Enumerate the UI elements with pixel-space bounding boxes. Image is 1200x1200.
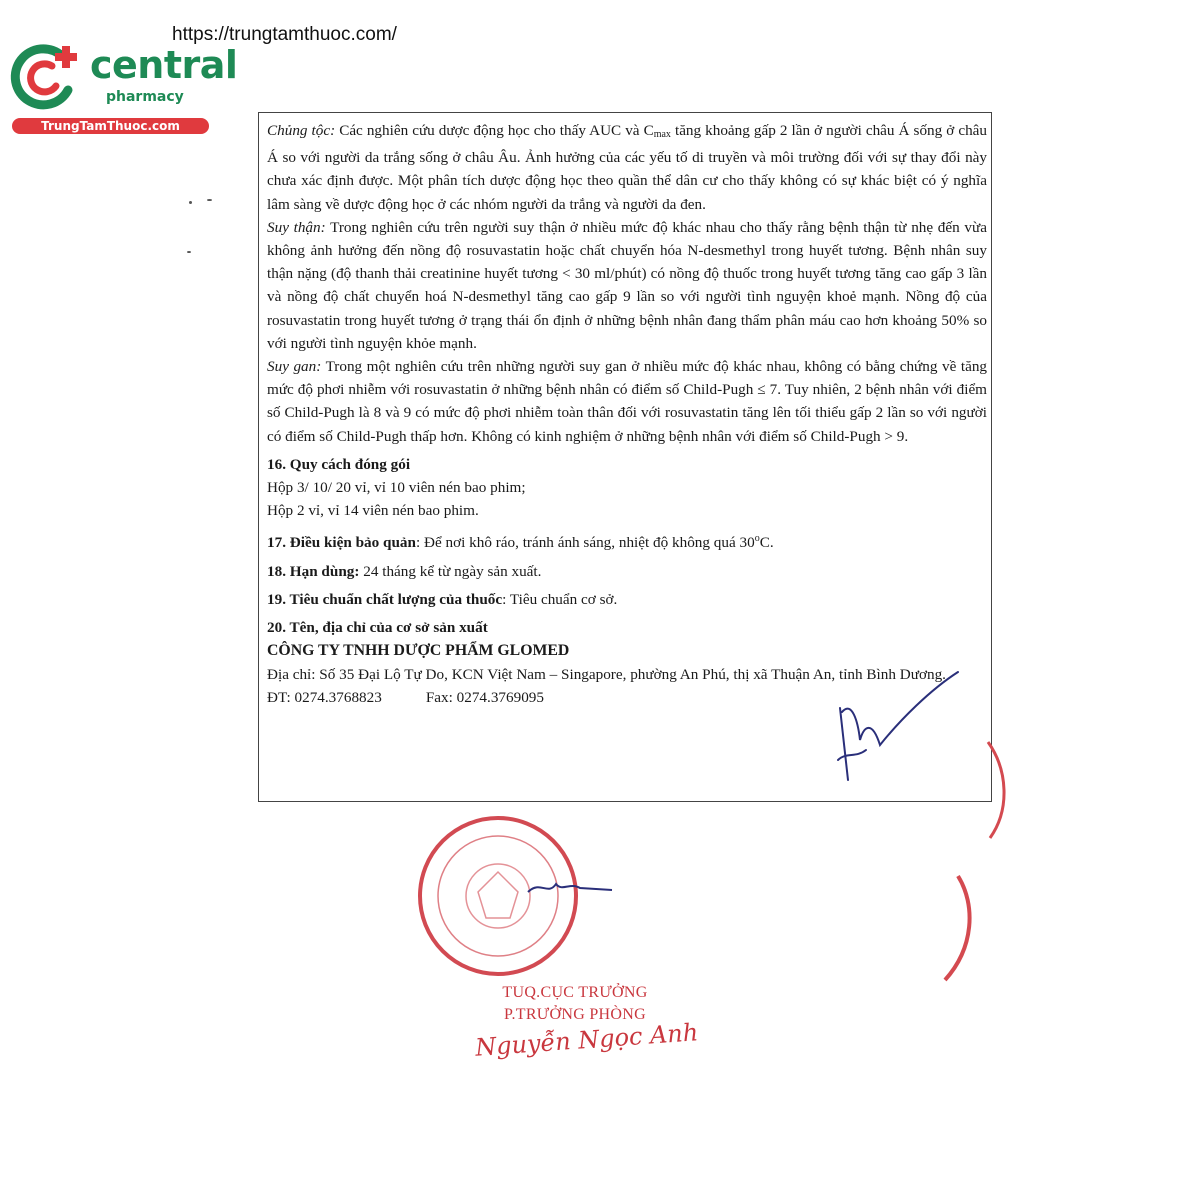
section-16-line-2: Hộp 2 vỉ, vỉ 14 viên nén bao phim. [267,502,479,520]
company-contact [267,686,987,709]
company-address: Địa chỉ: Số 35 Đại Lộ Tự Do, KCN Việt Nam – Singapore, phường An Phú, thị xã Thuận An, tỉnh Bình Dương. [267,665,946,683]
degree-superscript: o [754,533,760,545]
para-hepatic-label: Suy gan: [267,358,322,376]
section-17-text: : Để nơi khô ráo, tránh ánh sáng, nhiệt độ không quá 30 [415,534,755,552]
site-url: https://trungtamthuoc.com/ [172,24,397,45]
para-renal-label: Suy thận: [267,218,326,236]
scan-speck [189,201,192,204]
section-18-label: 18. Hạn dùng: [267,562,360,580]
para-renal-text: Trong nghiên cứu trên người suy thận ở nhiều mức độ khác nhau cho thấy rằng bệnh thận từ nhẹ đến vừa không ảnh hưởng đến nồng độ rosuvastatin hoặc chất chuyển hóa N-desmethyl trong huyết tương. Bệnh nhân suy thận nặng (độ thanh thải creatinine huyết tương < 30 ml/phút) có nồng độ thuốc trong huyết tương tăng cao gấp 3 lần và nồng độ chất chuyển hoá N-desmethyl tăng cao gấp 9 lần so với người tình nguyện khoẻ mạnh. Nồng độ của rosuvastatin trong huyết tương ở trạng thái ổn định ở những bệnh nhân đang thẩm phân máu cao hơn khoảng 50% so với người tình nguyện khỏe mạnh. [267,218,987,352]
brand-name: central [90,43,238,87]
para-hepatic-text: Trong một nghiên cứu trên những người suy gan ở nhiều mức độ khác nhau, không có bằng chứng về tăng mức độ phơi nhiễm với rosuvastatin ở những bệnh nhân có điểm số Child-Pugh ≤ 7. Tuy nhiên, 2 bệnh nhân với điểm số Child-Pugh là 8 và 9 có mức độ phơi nhiễm toàn thân đối với rosuvastatin tăng lên tối thiểu gấp 2 lần so với người có điểm số Child-Pugh thấp hơn. Không có kinh nghiệm ở những bệnh nhân với điểm số Child-Pugh > 9. [267,358,988,445]
section-17-unit: C. [759,534,774,552]
official-seal [420,818,576,974]
scan-speck [207,199,212,201]
brand-subtitle: pharmacy [106,89,184,105]
approval-line-2: P.TRƯỞNG PHÒNG [504,1006,646,1023]
approver-signature [528,884,612,892]
company-phone: ĐT: 0274.3768823 [267,688,382,706]
section-18-text: 24 tháng kể từ ngày sản xuất. [359,562,542,580]
brand-domain-bar: TrungTamThuoc.com [12,118,209,134]
section-19-text: : Tiêu chuẩn cơ sở. [502,590,618,608]
approver-name: Nguyễn Ngọc Anh [474,1018,700,1062]
approval-line-1: TUQ.CỤC TRƯỞNG [502,984,648,1001]
partial-seal-lower-right [945,876,970,980]
scan-speck [187,251,191,253]
section-19 [267,588,987,611]
document-text-box [258,112,992,802]
para-hepatic [267,355,987,448]
pharmacy-cross-icon [10,38,90,118]
section-16-title: 16. Quy cách đóng gói [267,455,411,473]
section-16-line-1: Hộp 3/ 10/ 20 vỉ, vỉ 10 viên nén bao phim; [267,479,526,497]
cmax-subscript: max [653,129,671,140]
para-race-text: Các nghiên cứu dược động học cho thấy AUC và C [335,122,654,139]
para-renal [267,216,987,355]
section-17-label: 17. Điều kiện bảo quản [267,534,416,552]
approval-title [460,982,690,1026]
para-race-label: Chủng tộc: [267,122,336,139]
section-17 [267,527,987,554]
company-name: CÔNG TY TNHH DƯỢC PHẨM GLOMED [267,642,570,660]
section-18 [267,560,987,583]
company-fax: Fax: 0274.3769095 [425,688,544,706]
central-pharmacy-logo [10,38,238,138]
para-race-text-2: tăng khoảng gấp 2 lần ở người châu Á sống ở châu Á so với người da trắng sống ở châu Âu. Ảnh hưởng của các yếu tố di truyền và môi trường đối với sự thay đổi này chưa xác định được. Một phân tích dược động học theo quần thể dân cư cho thấy không có sự khác biệt có ý nghĩa lâm sàng về dược động học ở các nhóm người da trắng và người da đen. [267,122,988,213]
para-race [267,119,987,216]
section-20-title: 20. Tên, địa chỉ của cơ sở sản xuất [267,619,488,637]
section-19-label: 19. Tiêu chuẩn chất lượng của thuốc [267,590,503,608]
